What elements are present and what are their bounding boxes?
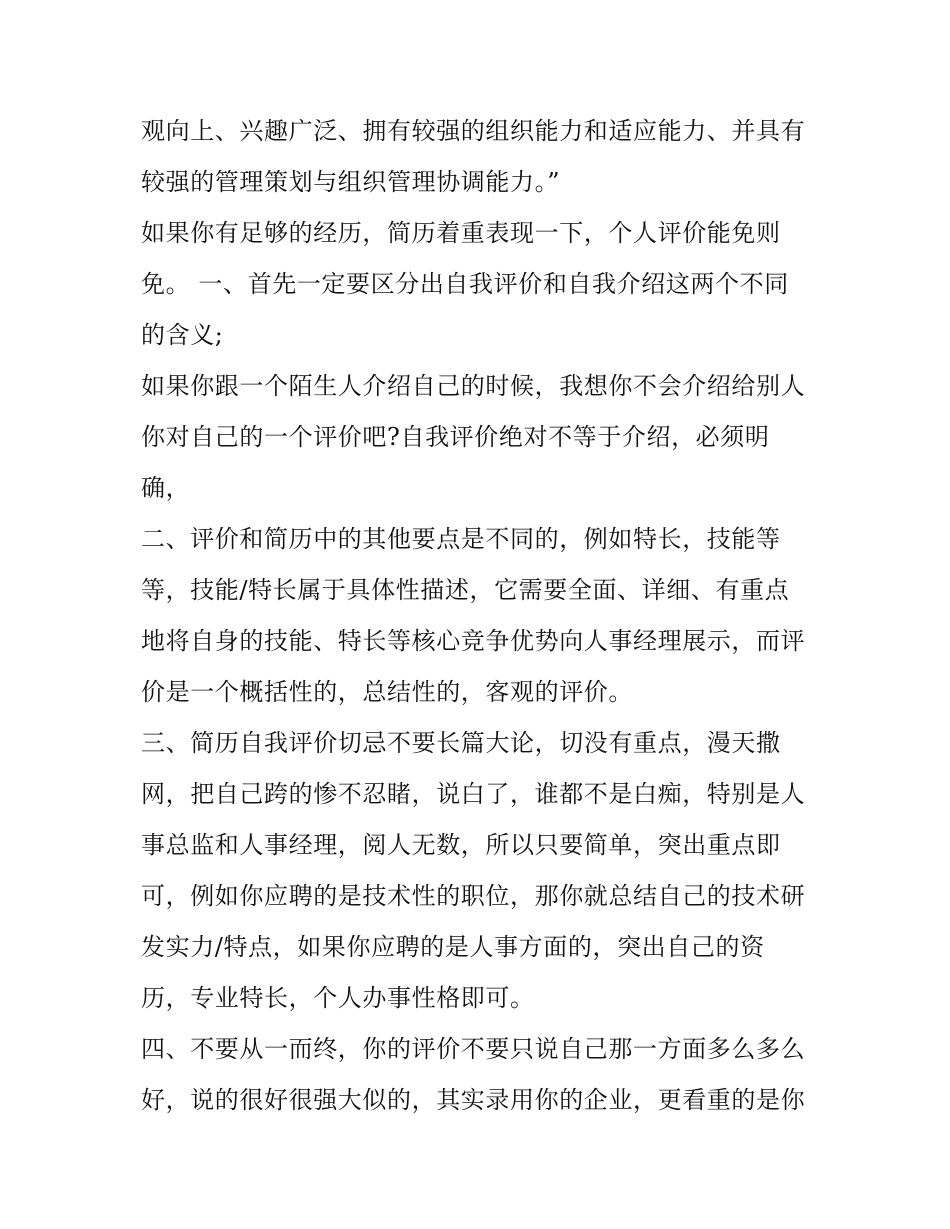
paragraph-1 (141, 106, 821, 208)
text-line: 等，技能/特长属于具体性描述，它需要全面、详细、有重点 (141, 576, 790, 604)
text-line: 免。 一、首先一定要区分出自我评价和自我介绍这两个不同 (141, 270, 789, 298)
text-line: 可，例如你应聘的是技术性的职位，那你就总结自己的技术研 (141, 882, 806, 910)
paragraph-3 (141, 361, 821, 514)
text-line: 如果你跟一个陌生人介绍自己的时候，我想你不会介绍给别人 (141, 372, 806, 400)
text-line: 确， (141, 474, 191, 502)
text-line: 如果你有足够的经历，简历着重表现一下，个人评价能免则 (141, 219, 781, 247)
text-line: 你对自己的一个评价吧?自我评价绝对不等于介绍，必须明 (141, 423, 770, 451)
text-line: 地将自身的技能、特长等核心竞争优势向人事经理展示，而评 (141, 627, 806, 655)
text-line: 好，说的很好很强大似的，其实录用你的企业，更看重的是你 (141, 1086, 806, 1114)
document-body (141, 106, 821, 1126)
text-line: 网，把自己跨的惨不忍睹，说白了，谁都不是白痴，特别是人 (141, 780, 806, 808)
text-line: 二、评价和简历中的其他要点是不同的，例如特长，技能等 (141, 525, 781, 553)
paragraph-6 (141, 1024, 821, 1126)
text-line: 观向上、兴趣广泛、拥有较强的组织能力和适应能力、并具有 (141, 117, 806, 145)
text-line: 三、简历自我评价切忌不要长篇大论，切没有重点，漫天撒 (141, 729, 781, 757)
text-line: 发实力/特点，如果你应聘的是人事方面的，突出自己的资 (141, 933, 765, 961)
text-line: 价是一个概括性的，总结性的，客观的评价。 (141, 678, 633, 706)
text-line: 四、不要从一而终，你的评价不要只说自己那一方面多么多么 (141, 1035, 806, 1063)
text-line: 较强的管理策划与组织管理协调能力。” (141, 168, 561, 196)
text-line: 历，专业特长，个人办事性格即可。 (141, 984, 535, 1012)
text-line: 的含义; (141, 321, 224, 349)
paragraph-2 (141, 208, 821, 361)
paragraph-4 (141, 514, 821, 718)
text-line: 事总监和人事经理，阅人无数，所以只要简单，突出重点即 (141, 831, 781, 859)
paragraph-5 (141, 718, 821, 1024)
